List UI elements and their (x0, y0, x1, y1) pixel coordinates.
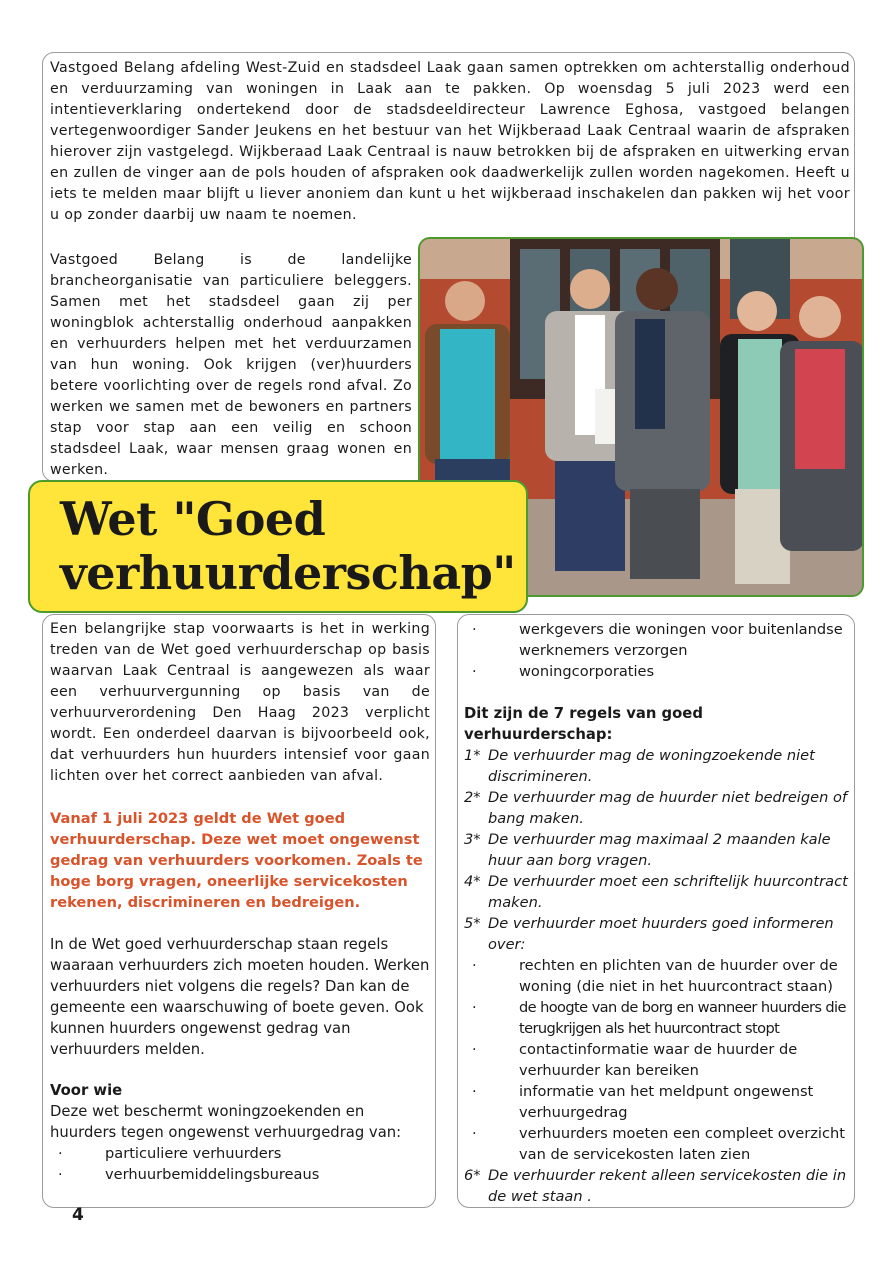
bullet-icon: · (472, 1083, 477, 1100)
highlight-paragraph: Vanaf 1 juli 2023 geldt de Wet goed verhuurderschap. Deze wet moet ongewenst gedrag van verhuurders voorkomen. Zoals te hoge borg vragen, oneerlijke servicekosten rekenen, discrimineren en bedreigen. (50, 810, 423, 911)
bullet-icon: · (58, 1166, 63, 1183)
headline-banner (28, 480, 528, 613)
paragraph: Een belangrijke stap voorwaarts is het in werking treden van de Wet goed verhuurderschap op basis waarvan Laak Centraal is aangewezen als waar een verhuurvergunning op basis van de verhuurverordening Den Haag 2023 verplicht wordt. Een onderdeel daarvan is bijvoorbeeld ook, dat verhuurders hun huurders intensief voor gaan lichten over het correct aanbieden van afval. (50, 621, 430, 784)
rule-item: 3* De verhuurder mag maximaal 2 maanden kale huur aan borg vragen. (464, 831, 831, 869)
list-item: · contactinformatie waar de huurder de verhuurder kan bereiken (472, 1041, 798, 1079)
bullet-icon: · (472, 1041, 477, 1058)
rule-item: 4* De verhuurder moet een schriftelijk huurcontract maken. (464, 873, 848, 911)
rule-item: 6* De verhuurder rekent alleen servicekosten die in de wet staan . (464, 1167, 847, 1205)
bullet-icon: · (472, 957, 477, 974)
intro-paragraph-2: Vastgoed Belang is de landelijke brancheorganisatie van particuliere beleggers. Samen met het stadsdeel gaan zij per woningblok achterstallig onderhoud aanpakken en verhuurders helpen met het verduurzamen van hun woning. Ook krijgen (ver)huurders betere voorlichting over de regels rond afval. Zo werken we samen met de bewoners en partners stap voor stap aan een veilig en schoon stadsdeel Laak, waar mensen graag wonen en werken. (50, 252, 412, 478)
list-item: · woningcorporaties (472, 663, 655, 680)
bullet-icon: · (58, 1145, 63, 1162)
audience-list-continued (464, 619, 852, 682)
intro-paragraph: Vastgoed Belang afdeling West-Zuid en stadsdeel Laak gaan samen optrekken om achterstallig onderhoud en verduurzaming van woningen in Laak aan te pakken. Op woensdag 5 juli 2023 werd een intentieverklaring ondertekend door de stadsdeeldirecteur Lawrence Eghosa, vastgoed belangen vertegenwoordiger Sander Jeukens en het bestuur van het Wijkberaad Laak Centraal waarin de afspraken hierover zijn vastgelegd. Wijkberaad Laak Centraal is nauw betrokken bij de afspraken en uitwerking ervan en zullen de vinger aan de pols houden of afspraken ook daadwerkelijk zullen worden nagekomen. Heeft u iets te melden maar blijft u liever anoniem dan kunt u het wijkberaad inschakelen dan pakken wij het voor u op zonder daarbij uw naam te noemen. (50, 60, 850, 223)
list-item: · werkgevers die woningen voor buitenlandse werknemers verzorgen (472, 621, 843, 659)
rule-item: 2* De verhuurder mag de huurder niet bedreigen of bang maken. (464, 789, 848, 827)
voor-wie-text: Deze wet beschermt woningzoekenden en huurders tegen ongewenst verhuurgedrag van: (50, 1103, 402, 1141)
voor-wie-heading: Voor wie (50, 1082, 123, 1099)
list-item: · informatie van het meldpunt ongewenst verhuurgedrag (472, 1083, 814, 1121)
headline: Wet "Goed verhuurderschap" (60, 492, 516, 600)
bullet-icon: · (472, 663, 477, 680)
bullet-icon: · (472, 621, 477, 638)
rule5-sublist (464, 955, 852, 1165)
rules-heading: Dit zijn de 7 regels van goed verhuurderschap: (464, 705, 703, 743)
left-column (50, 619, 430, 1185)
list-item: · rechten en plichten van de huurder over de woning (die niet in het huurcontract staan) (472, 957, 838, 995)
page-number: 4 (72, 1205, 84, 1225)
rule-item: 5* De verhuurder moet huurders goed informeren over: (464, 915, 834, 953)
rule-item: 1* De verhuurder mag de woningzoekende niet discrimineren. (464, 747, 815, 785)
list-item: · verhuurbemiddelingsbureaus (58, 1166, 320, 1183)
bullet-icon: · (472, 999, 477, 1016)
list-item: · verhuurders moeten een compleet overzicht van de servicekosten laten zien (472, 1125, 845, 1163)
bullet-icon: · (472, 1125, 477, 1142)
list-item: · particuliere verhuurders (58, 1145, 282, 1162)
audience-list (50, 1143, 430, 1185)
list-item: · de hoogte van de borg en wanneer huurders die terugkrijgen als het huurcontract stopt (472, 999, 846, 1037)
paragraph: In de Wet goed verhuurderschap staan regels waaraan verhuurders zich moeten houden. Werken verhuurders niet volgens die regels? Dan kan de gemeente een waarschuwing of boete geven. Ook kunnen huurders ongewenst gedrag van verhuurders melden. (50, 936, 430, 1058)
right-column (464, 619, 852, 1207)
